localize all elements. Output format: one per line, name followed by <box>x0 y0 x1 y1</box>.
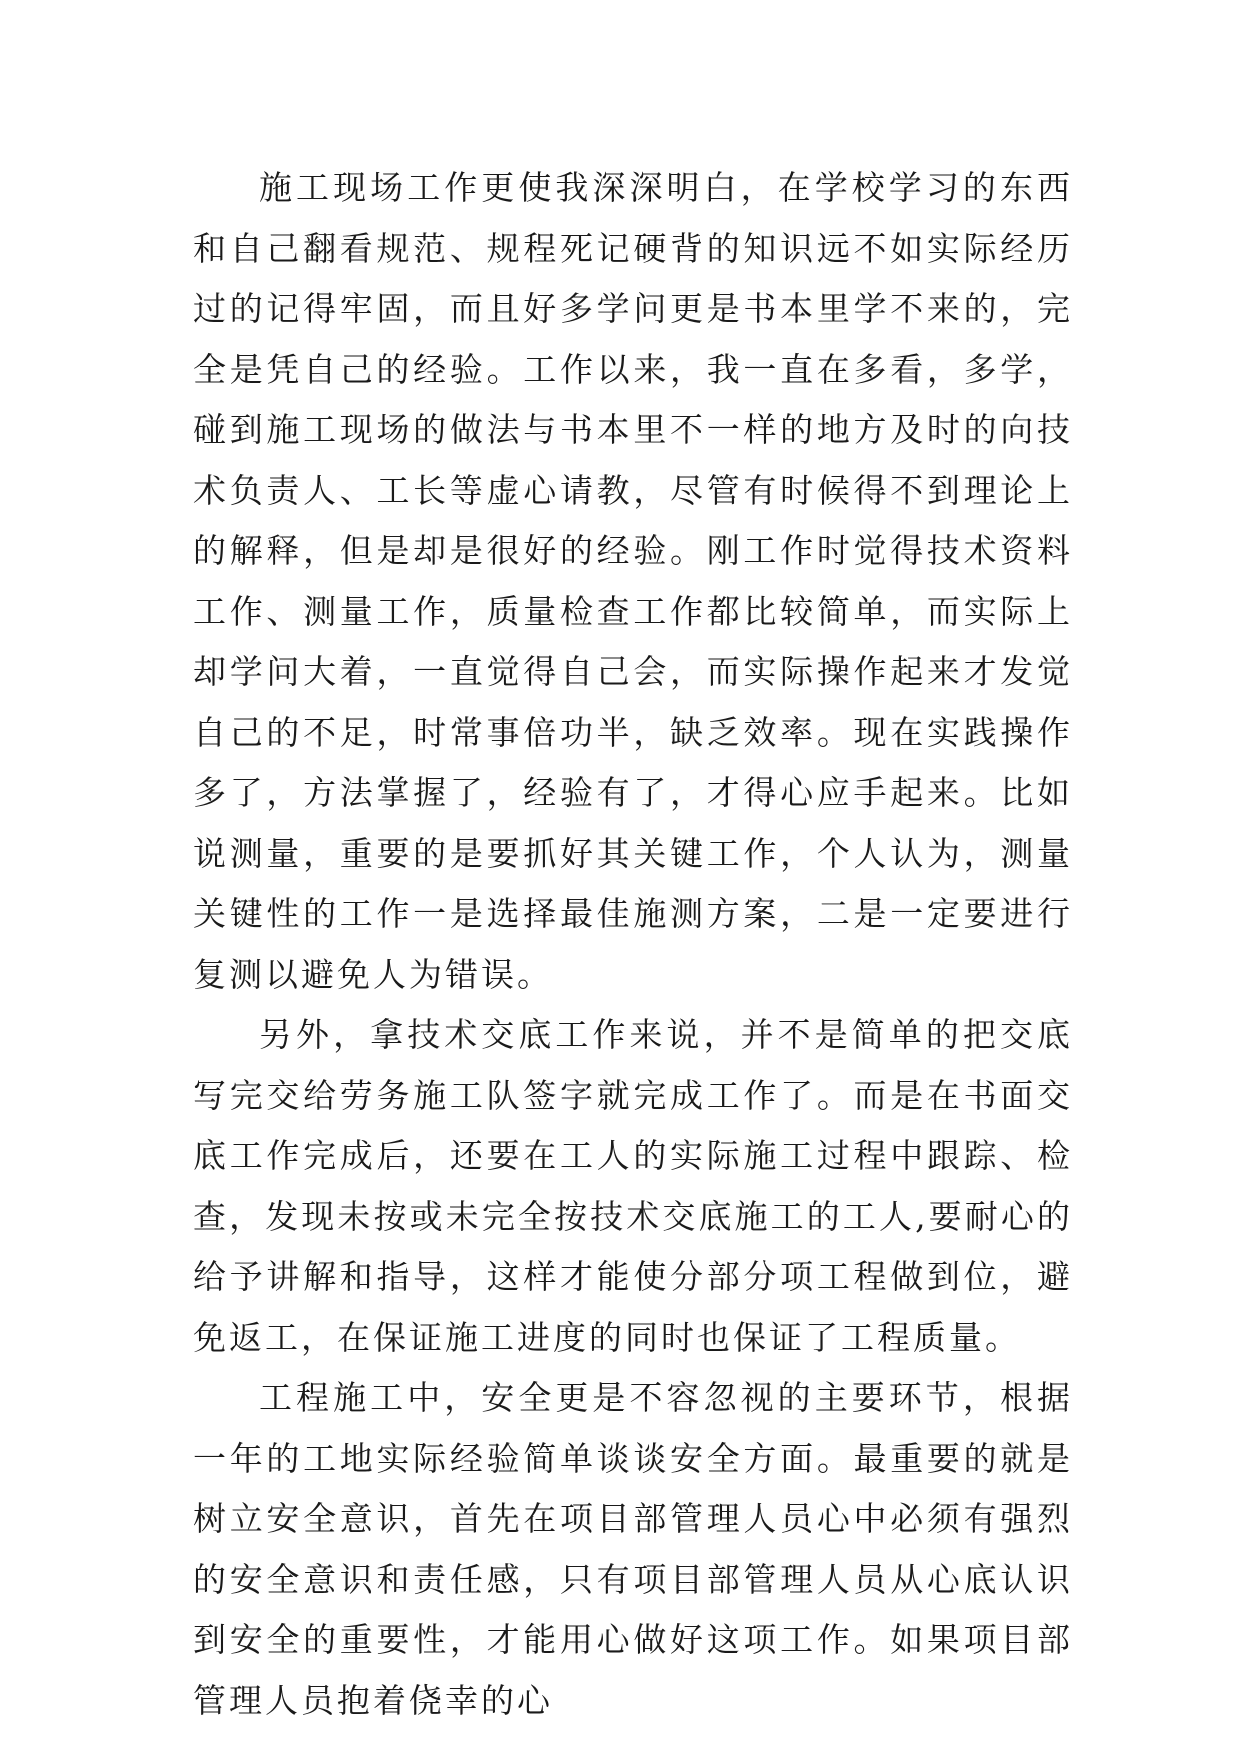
paragraph-3: 工程施工中，安全更是不容忽视的主要环节，根据一年的工地实际经验简单谈谈安全方面。最重要的就是树立安全意识，首先在项目部管理人员心中必须有强烈的安全意识和责任感，只有项目部管理人员从心底认识到安全的重要性，才能用心做好这项工作。如果项目部管理人员抱着侥幸的心 <box>193 1378 1073 1720</box>
paragraph-1: 施工现场工作更使我深深明白，在学校学习的东西和自己翻看规范、规程死记硬背的知识远不如实际经历过的记得牢固，而且好多学问更是书本里学不来的，完全是凭自己的经验。工作以来，我一直在多看，多学，碰到施工现场的做法与书本里不一样的地方及时的向技术负责人、工长等虚心请教，尽管有时候得不到理论上的解释，但是却是很好的经验。刚工作时觉得技术资料工作、测量工作，质量检查工作都比较简单，而实际上却学问大着，一直觉得自己会，而实际操作起来才发觉自己的不足，时常事倍功半，缺乏效率。现在实践操作多了，方法掌握了，经验有了，才得心应手起来。比如说测量，重要的是要抓好其关键工作，个人认为，测量关键性的工作一是选择最佳施测方案，二是一定要进行复测以避免人为错误。 <box>193 168 1073 994</box>
document-body <box>193 158 1073 1731</box>
paragraph-2: 另外，拿技术交底工作来说，并不是简单的把交底写完交给劳务施工队签字就完成工作了。而是在书面交底工作完成后，还要在工人的实际施工过程中跟踪、检查，发现未按或未完全按技术交底施工的工人,要耐心的给予讲解和指导，这样才能使分部分项工程做到位，避免返工，在保证施工进度的同时也保证了工程质量。 <box>193 1015 1073 1357</box>
